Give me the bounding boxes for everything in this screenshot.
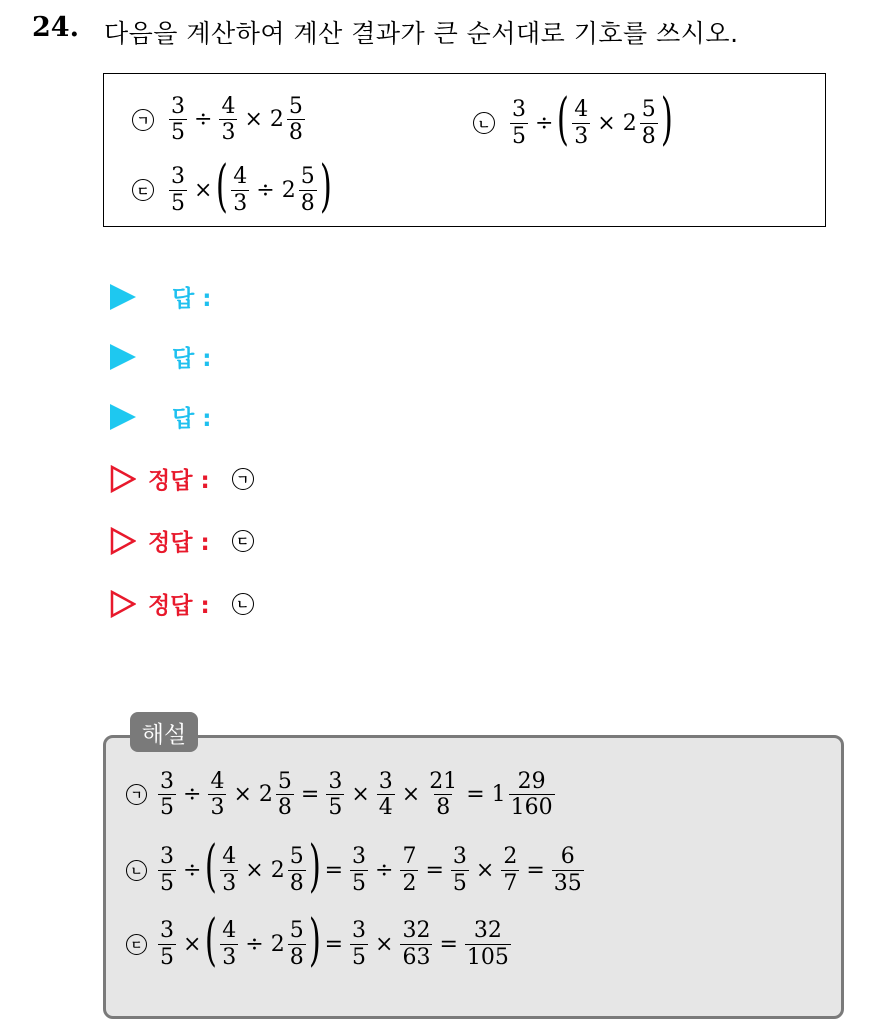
fraction: $\frac{4}{3}$ (222, 844, 237, 896)
fraction: $\frac{4}{3}$ (221, 94, 236, 146)
equals-sign: = (425, 857, 444, 883)
left-paren: ( (205, 834, 218, 899)
correct-answer-label: 정답 : (148, 468, 210, 494)
correct-answer-row (110, 587, 266, 620)
fraction: $\frac{3}{4}$ (378, 769, 393, 821)
operator: × (194, 177, 213, 203)
mixed-whole: 2 (270, 931, 285, 957)
fraction: $\frac{3}{5}$ (160, 769, 174, 821)
correct-answer-value: ㄷ (232, 530, 254, 552)
operator: × (475, 857, 495, 883)
operator: × (233, 782, 252, 808)
equals-sign: = (300, 782, 320, 808)
correct-answer-row (110, 524, 266, 557)
fraction: $\frac{32}{105}$ (466, 918, 509, 970)
mixed-whole: 2 (269, 107, 284, 133)
fraction: $\frac{5}{8}$ (288, 94, 303, 146)
fraction: $\frac{6}{35}$ (553, 844, 582, 896)
fraction: $\frac{3}{5}$ (352, 844, 367, 896)
operator: × (244, 107, 263, 133)
equals-sign: = (324, 931, 344, 957)
operator: ÷ (375, 857, 394, 883)
equals-sign: = (526, 857, 545, 883)
marker-a-icon: ㄱ (126, 784, 147, 805)
fraction: $\frac{3}{5}$ (171, 94, 185, 146)
right-paren: ) (660, 87, 673, 152)
answer-label: 답 : (172, 286, 212, 312)
fraction: $\frac{21}{8}$ (429, 769, 458, 821)
play-triangle-icon (110, 404, 136, 430)
operator: × (351, 782, 370, 808)
solution-line-a (126, 770, 558, 819)
marker-b-icon: ㄴ (126, 860, 147, 881)
operator: × (375, 931, 394, 957)
fraction: $\frac{3}{5}$ (512, 97, 526, 149)
outline-triangle-icon (110, 465, 136, 493)
mixed-whole: 2 (622, 110, 637, 136)
outline-triangle-icon (110, 590, 136, 618)
right-paren: ) (308, 908, 321, 973)
play-triangle-icon (110, 344, 136, 370)
operator: ÷ (256, 177, 275, 203)
solution-tab: 해설 (130, 712, 198, 752)
answer-row (110, 340, 211, 373)
fraction: $\frac{4}{3}$ (210, 769, 225, 821)
fraction: $\frac{4}{3}$ (222, 918, 237, 970)
right-paren: ) (308, 834, 321, 899)
fraction: $\frac{32}{63}$ (402, 918, 431, 970)
left-paren: ( (216, 154, 229, 219)
fraction: $\frac{3}{5}$ (328, 769, 343, 821)
question-number: 24. (32, 12, 79, 43)
marker-b-icon: ㄴ (473, 112, 495, 134)
mixed-whole: 2 (258, 782, 273, 808)
fraction: $\frac{4}{3}$ (574, 97, 589, 149)
left-paren: ( (205, 908, 218, 973)
equals-sign: = (324, 857, 344, 883)
problem-c (132, 154, 332, 219)
problem-b (473, 87, 673, 152)
fraction: $\frac{2}{7}$ (503, 844, 518, 896)
marker-a-icon: ㄱ (132, 109, 154, 131)
operator: ÷ (183, 782, 202, 808)
operator: ÷ (183, 857, 202, 883)
fraction: $\frac{5}{8}$ (289, 844, 304, 896)
right-paren: ) (319, 154, 332, 219)
fraction: $\frac{3}{5}$ (160, 918, 174, 970)
correct-answer-label: 정답 : (148, 593, 210, 619)
fraction: $\frac{4}{3}$ (233, 164, 248, 216)
mixed-whole: 2 (270, 857, 285, 883)
mixed-whole: 2 (281, 177, 296, 203)
marker-c-icon: ㄷ (126, 934, 147, 955)
answer-label: 답 : (172, 406, 212, 432)
operator: × (597, 110, 616, 136)
answer-row (110, 280, 211, 313)
operator: ÷ (194, 107, 213, 133)
fraction: $\frac{29}{160}$ (510, 769, 553, 821)
fraction: $\frac{5}{8}$ (277, 769, 292, 821)
question-text: 다음을 계산하여 계산 결과가 큰 순서대로 기호를 쓰시오. (104, 19, 739, 48)
operator: ÷ (245, 931, 264, 957)
fraction: $\frac{3}{5}$ (171, 164, 185, 216)
fraction: $\frac{5}{8}$ (641, 97, 656, 149)
play-triangle-icon (110, 284, 136, 310)
operator: × (245, 857, 264, 883)
problem-a (132, 95, 308, 144)
left-paren: ( (557, 87, 570, 152)
operator: × (401, 782, 421, 808)
fraction: $\frac{3}{5}$ (352, 918, 367, 970)
fraction: $\frac{5}{8}$ (300, 164, 315, 216)
correct-answer-value: ㄴ (232, 593, 254, 615)
operator: × (183, 931, 202, 957)
fraction: $\frac{3}{5}$ (452, 844, 467, 896)
operator: ÷ (535, 110, 554, 136)
equals-sign: = (439, 931, 458, 957)
fraction: $\frac{5}{8}$ (289, 918, 304, 970)
equals-sign: = (466, 782, 485, 808)
solution-line-c (126, 908, 514, 973)
fraction: $\frac{3}{5}$ (160, 844, 174, 896)
marker-c-icon: ㄷ (132, 179, 154, 201)
answer-label: 답 : (172, 346, 212, 372)
fraction: $\frac{7}{2}$ (402, 844, 417, 896)
correct-answer-label: 정답 : (148, 530, 210, 556)
mixed-whole: 1 (491, 782, 506, 808)
correct-answer-row (110, 462, 266, 495)
solution-line-b (126, 834, 587, 899)
answer-row (110, 400, 211, 433)
correct-answer-value: ㄱ (232, 468, 254, 490)
outline-triangle-icon (110, 527, 136, 555)
